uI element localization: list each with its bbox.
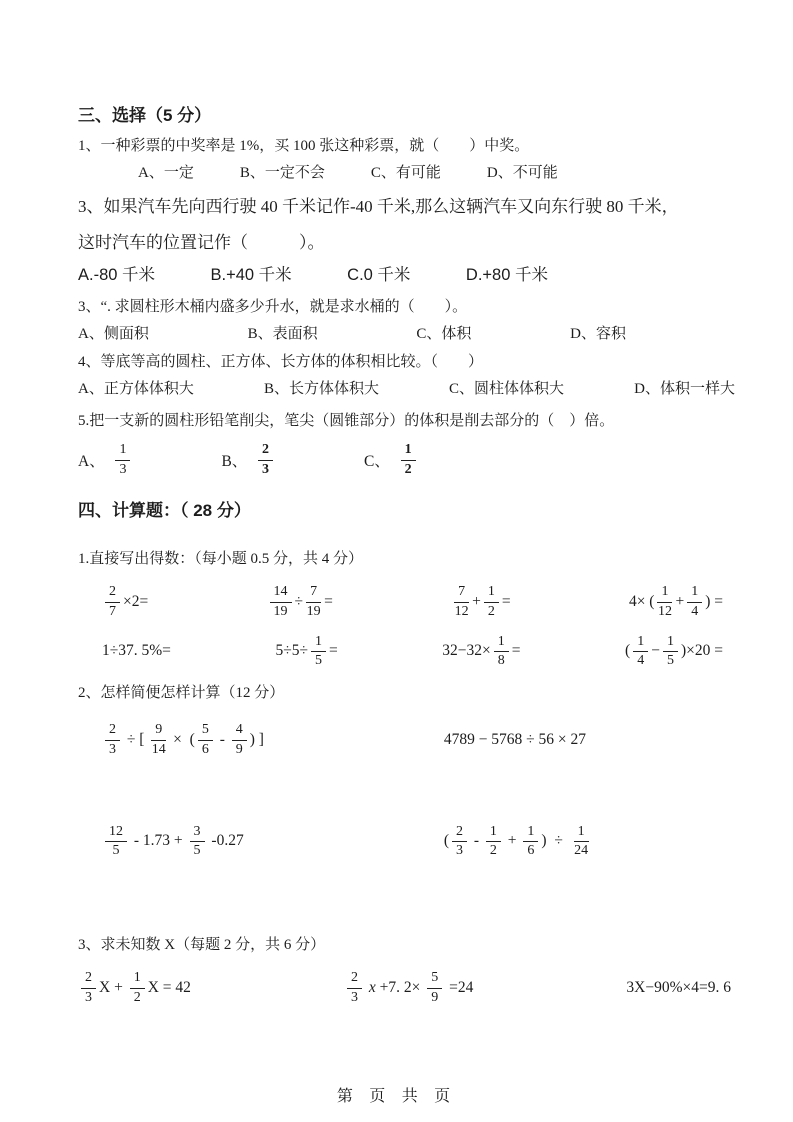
q5-option-c <box>364 442 419 477</box>
solve-x-row <box>78 970 735 1005</box>
q3-bucket-options <box>78 323 626 345</box>
q2-car-stem-line1: 3、如果汽车先向西行驶 40 千米记作-40 千米,那么这辆汽车又向东行驶 80 千米， <box>78 197 679 216</box>
math-text: ) = <box>705 593 723 611</box>
math-text: ( <box>625 642 631 660</box>
math-text: =24 <box>445 978 474 996</box>
fraction: $\frac{1}{2}$ <box>130 970 145 1005</box>
fraction: $\frac{2}{7}$ <box>105 584 120 619</box>
math-text: 32−32× <box>442 642 491 660</box>
math-text: = <box>511 642 521 660</box>
quick-calc-row1 <box>78 584 735 619</box>
q1-option-d: D、不可能 <box>486 165 558 181</box>
math-text: 4× ( <box>628 593 655 611</box>
fraction: $\frac{3}{5}$ <box>190 824 205 859</box>
math-text: + <box>472 593 481 611</box>
q1-stem: 1、一种彩票的中奖率是 1%，买 100 张这种彩票，就（ ）中奖。 <box>78 138 530 154</box>
math-text: = <box>328 642 338 660</box>
q2-option-c: C.0 千米 <box>347 266 411 284</box>
math-text: ) ] <box>249 730 264 748</box>
fraction: $\frac{14}{19}$ <box>270 584 292 619</box>
fraction: $\frac{1}{24}$ <box>574 823 589 859</box>
section-calc-heading: 四、计算题：（ 28 分） <box>78 501 251 521</box>
quick-calc-row2 <box>78 634 735 669</box>
fraction: $\frac{2}{3}$ <box>81 970 96 1005</box>
math-text: - <box>469 832 483 850</box>
simplify-row1 <box>78 722 735 757</box>
math-text: 4789 − 5768 ÷ 56 × 27 <box>443 730 587 748</box>
q2-option-b: B.+40 千米 <box>210 266 292 284</box>
q1-option-a: A、一定 <box>138 165 194 181</box>
math-text: ) ÷ <box>541 832 571 850</box>
q4-option-d: D、体积一样大 <box>634 381 735 397</box>
fraction: $\frac{1}{3}$ <box>115 442 130 477</box>
fraction: $\frac{2}{3}$ <box>258 442 273 477</box>
fraction: $\frac{2}{3}$ <box>452 824 467 859</box>
quick-calc-item <box>451 584 511 619</box>
q4-option-c: C、圆柱体体积大 <box>449 381 565 397</box>
fraction: $\frac{1}{5}$ <box>311 634 326 669</box>
q3-bucket-stem: 3、“. 求圆柱形木桶内盛多少升水，就是求水桶的（ ）。 <box>78 299 468 315</box>
math-text: × ( <box>169 730 195 748</box>
math-text: - 1.73 + <box>130 832 187 850</box>
math-text: +7. 2× <box>375 978 425 996</box>
fraction: $\frac{5}{6}$ <box>198 722 213 757</box>
quick-calc-item <box>275 634 337 669</box>
equation <box>344 970 473 1005</box>
fraction: $\frac{1}{2}$ <box>401 442 416 477</box>
fraction: $\frac{1}{8}$ <box>494 634 509 669</box>
quick-calc-item <box>625 634 723 669</box>
simplify-expression <box>444 824 735 859</box>
fraction: $\frac{7}{12}$ <box>454 584 469 620</box>
q4-option-a: A、正方体体积大 <box>78 381 194 397</box>
math-text: 5÷5÷ <box>275 642 308 660</box>
math-text: -0.27 <box>207 832 244 850</box>
fraction: $\frac{1}{4}$ <box>633 634 648 669</box>
math-text: = <box>501 593 511 611</box>
equation <box>78 970 191 1005</box>
fraction: $\frac{9}{14}$ <box>151 722 166 757</box>
q1-option-b: B、一定不会 <box>239 165 325 181</box>
calc-part2-title: 2、怎样简便怎样计算（12 分） <box>78 685 285 702</box>
math-text: ×2= <box>123 593 149 611</box>
math-text: − <box>651 642 660 660</box>
q3-option-a: A、侧面积 <box>78 326 149 342</box>
fraction: $\frac{5}{9}$ <box>427 970 442 1005</box>
fraction: $\frac{12}{5}$ <box>105 824 127 859</box>
math-text: ÷ <box>294 593 304 611</box>
q2-car-options <box>78 264 548 286</box>
q2-option-d: D.+80 千米 <box>465 266 548 284</box>
q5-pencil-stem: 5.把一支新的圆柱形铅笔削尖，笔尖（圆锥部分）的体积是削去部分的（ ）倍。 <box>78 413 615 429</box>
q5-option-a <box>78 442 133 477</box>
q5-option-b <box>221 442 276 477</box>
fraction: $\frac{7}{19}$ <box>306 584 321 620</box>
equation <box>626 970 731 1005</box>
q4-volume-stem: 4、等底等高的圆柱、正方体、长方体的体积相比较。（ ） <box>78 354 484 370</box>
quick-calc-item <box>102 634 171 669</box>
page-footer: 第 页 共 页 <box>336 1088 457 1105</box>
q1-option-c: C、有可能 <box>370 165 441 181</box>
math-text: X + <box>99 978 127 996</box>
section-calculation <box>78 499 735 1005</box>
simplify-expression <box>444 722 735 757</box>
q1-options <box>138 162 735 184</box>
calc-part3-title: 3、求未知数 X（每题 2 分，共 6 分） <box>78 936 326 953</box>
quick-calc-item <box>442 634 520 669</box>
quick-calc-item <box>102 584 148 619</box>
fraction: $\frac{4}{9}$ <box>232 722 247 757</box>
fraction: $\frac{1}{2}$ <box>484 584 499 619</box>
fraction: $\frac{1}{6}$ <box>523 824 538 859</box>
fraction: $\frac{1}{4}$ <box>687 584 702 619</box>
math-text: = <box>324 593 333 611</box>
calc-part1-title: 1.直接写出得数：（每小题 0.5 分，共 4 分） <box>78 551 364 568</box>
math-text: 3X−90%×4=9. 6 <box>626 978 731 996</box>
simplify-expression <box>102 722 444 757</box>
q2-option-a: A.-80 千米 <box>78 266 156 284</box>
fraction: $\frac{2}{3}$ <box>105 722 120 757</box>
simplify-expression <box>102 824 444 859</box>
math-text: 1÷37. 5%= <box>102 642 171 660</box>
quick-calc-item <box>267 584 333 619</box>
fraction: $\frac{2}{3}$ <box>347 970 362 1005</box>
quick-calc-item <box>629 584 723 619</box>
math-text: )×20 = <box>680 642 723 660</box>
math-text: ( <box>443 832 449 850</box>
q2-car-stem-line2: 这时汽车的位置记作（ ）。 <box>78 233 325 252</box>
fraction: $\frac{1}{12}$ <box>657 584 672 620</box>
q3-option-c: C、体积 <box>416 326 472 342</box>
section-choice-heading: 三、选择（5 分） <box>78 106 212 125</box>
math-text: x <box>368 978 376 996</box>
math-text: A、 <box>78 452 113 470</box>
math-text: X = 42 <box>147 978 191 996</box>
math-text: + <box>503 832 521 850</box>
fraction: $\frac{1}{2}$ <box>486 824 501 859</box>
fraction: $\frac{1}{5}$ <box>663 634 678 669</box>
q4-volume-options <box>78 378 735 400</box>
q3-option-d: D、容积 <box>570 326 626 342</box>
math-text: C、 <box>364 452 398 470</box>
q5-pencil-options <box>78 442 735 477</box>
math-text: B、 <box>221 452 256 470</box>
q3-option-b: B、表面积 <box>247 326 318 342</box>
simplify-row2 <box>78 824 735 859</box>
section-choice <box>78 104 735 477</box>
math-text: ÷ [ <box>123 730 149 748</box>
q4-option-b: B、长方体体积大 <box>263 381 379 397</box>
math-text: - <box>215 730 229 748</box>
math-text: + <box>675 593 685 611</box>
